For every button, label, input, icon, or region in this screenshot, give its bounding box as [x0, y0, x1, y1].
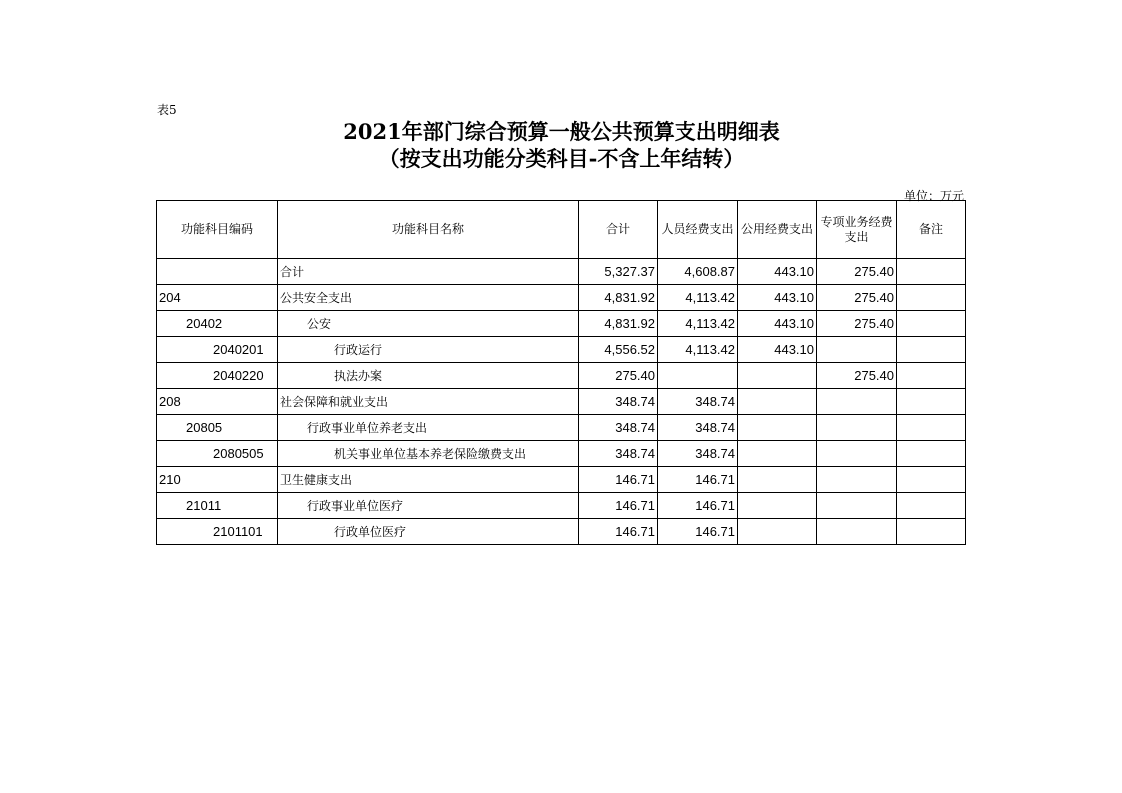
table-row	[157, 467, 966, 493]
budget-table	[156, 200, 966, 545]
cell-special	[817, 441, 897, 467]
cell-name: 卫生健康支出	[278, 467, 579, 493]
cell-special	[817, 415, 897, 441]
cell-special	[817, 389, 897, 415]
cell-personnel: 348.74	[658, 389, 738, 415]
page-title: 2021年部门综合预算一般公共预算支出明细表	[343, 119, 780, 144]
cell-name: 公共安全支出	[278, 285, 579, 311]
cell-personnel: 4,113.42	[658, 285, 738, 311]
table-row	[157, 259, 966, 285]
cell-note	[897, 285, 966, 311]
table-row	[157, 415, 966, 441]
header-personnel: 人员经费支出	[658, 201, 738, 259]
page-subtitle: （按支出功能分类科目-不含上年结转）	[378, 146, 745, 171]
cell-public: 443.10	[738, 259, 817, 285]
cell-name: 行政运行	[278, 337, 579, 363]
cell-code	[157, 259, 278, 285]
table-row	[157, 337, 966, 363]
cell-note	[897, 363, 966, 389]
cell-public	[738, 363, 817, 389]
cell-code: 2080505	[157, 441, 278, 467]
table-row	[157, 493, 966, 519]
cell-total: 146.71	[579, 519, 658, 545]
cell-total: 4,831.92	[579, 285, 658, 311]
cell-special	[817, 337, 897, 363]
cell-note	[897, 519, 966, 545]
cell-total: 146.71	[579, 493, 658, 519]
cell-note	[897, 259, 966, 285]
cell-total: 4,831.92	[579, 311, 658, 337]
cell-personnel: 348.74	[658, 441, 738, 467]
header-special: 专项业务经费支出	[817, 201, 897, 259]
cell-public: 443.10	[738, 311, 817, 337]
cell-code: 2040201	[157, 337, 278, 363]
cell-total: 275.40	[579, 363, 658, 389]
cell-total: 348.74	[579, 389, 658, 415]
table-row	[157, 519, 966, 545]
cell-total: 146.71	[579, 467, 658, 493]
table-row	[157, 311, 966, 337]
cell-personnel: 4,608.87	[658, 259, 738, 285]
cell-special	[817, 519, 897, 545]
cell-special: 275.40	[817, 285, 897, 311]
cell-personnel: 4,113.42	[658, 311, 738, 337]
cell-personnel: 4,113.42	[658, 337, 738, 363]
cell-total: 348.74	[579, 441, 658, 467]
cell-public	[738, 493, 817, 519]
table-row	[157, 285, 966, 311]
cell-name: 社会保障和就业支出	[278, 389, 579, 415]
table-number: 表5	[157, 103, 177, 117]
cell-personnel: 348.74	[658, 415, 738, 441]
cell-special	[817, 493, 897, 519]
cell-note	[897, 389, 966, 415]
table-row	[157, 441, 966, 467]
cell-name: 行政事业单位医疗	[278, 493, 579, 519]
cell-total: 4,556.52	[579, 337, 658, 363]
cell-note	[897, 441, 966, 467]
cell-note	[897, 311, 966, 337]
cell-name: 行政事业单位养老支出	[278, 415, 579, 441]
cell-total: 348.74	[579, 415, 658, 441]
cell-code: 210	[157, 467, 278, 493]
header-code: 功能科目编码	[157, 201, 278, 259]
cell-code: 2101101	[157, 519, 278, 545]
cell-special	[817, 467, 897, 493]
cell-name: 合计	[278, 259, 579, 285]
cell-code: 20805	[157, 415, 278, 441]
cell-personnel: 146.71	[658, 493, 738, 519]
cell-public: 443.10	[738, 337, 817, 363]
cell-special: 275.40	[817, 363, 897, 389]
cell-personnel: 146.71	[658, 519, 738, 545]
cell-note	[897, 337, 966, 363]
cell-personnel	[658, 363, 738, 389]
cell-name: 机关事业单位基本养老保险缴费支出	[278, 441, 579, 467]
cell-name: 公安	[278, 311, 579, 337]
table-row	[157, 363, 966, 389]
cell-special: 275.40	[817, 311, 897, 337]
header-total: 合计	[579, 201, 658, 259]
cell-public	[738, 389, 817, 415]
unit-label: 单位：万元	[903, 189, 964, 203]
cell-code: 208	[157, 389, 278, 415]
header-name: 功能科目名称	[278, 201, 579, 259]
cell-code: 21011	[157, 493, 278, 519]
cell-special: 275.40	[817, 259, 897, 285]
header-note: 备注	[897, 201, 966, 259]
cell-code: 2040220	[157, 363, 278, 389]
header-public: 公用经费支出	[738, 201, 817, 259]
cell-public: 443.10	[738, 285, 817, 311]
cell-name: 执法办案	[278, 363, 579, 389]
cell-note	[897, 415, 966, 441]
cell-code: 204	[157, 285, 278, 311]
cell-note	[897, 467, 966, 493]
cell-total: 5,327.37	[579, 259, 658, 285]
table-header-row	[157, 201, 966, 259]
cell-public	[738, 415, 817, 441]
cell-public	[738, 467, 817, 493]
cell-note	[897, 493, 966, 519]
cell-code: 20402	[157, 311, 278, 337]
cell-name: 行政单位医疗	[278, 519, 579, 545]
table-row	[157, 389, 966, 415]
cell-public	[738, 441, 817, 467]
cell-personnel: 146.71	[658, 467, 738, 493]
cell-public	[738, 519, 817, 545]
